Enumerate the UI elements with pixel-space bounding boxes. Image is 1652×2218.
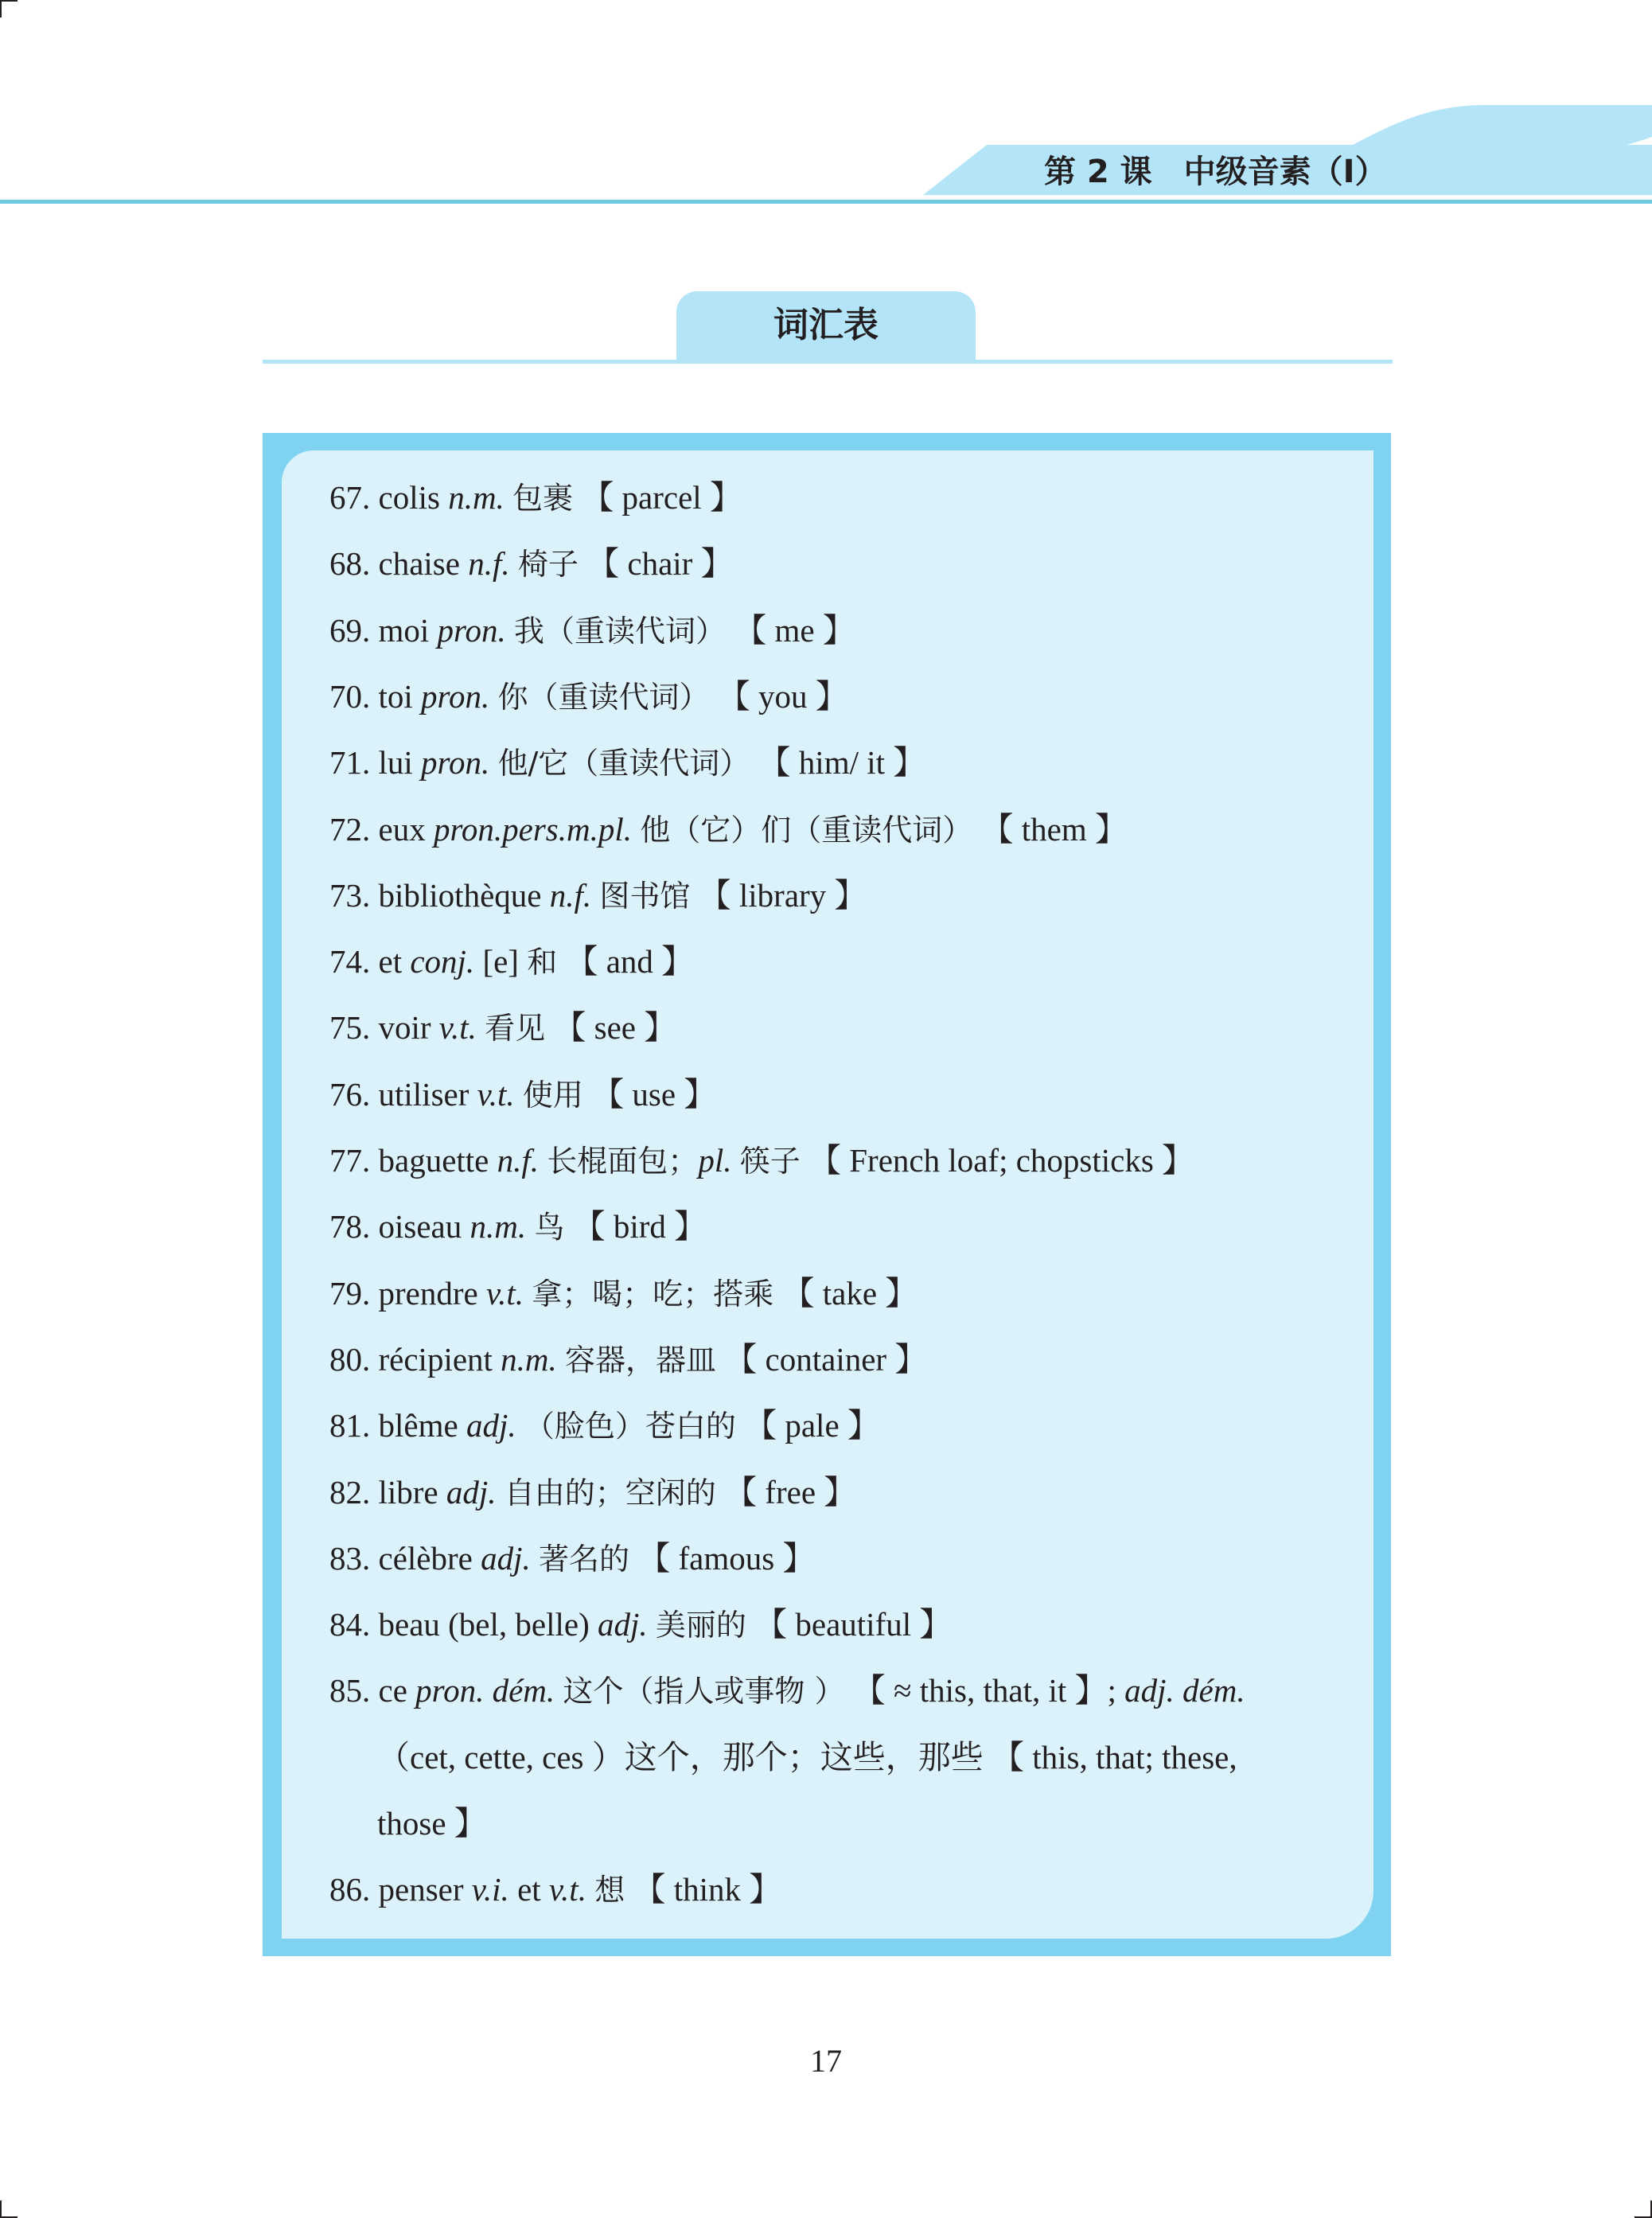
vocabulary-panel xyxy=(263,433,1391,1956)
vocab-entry xyxy=(329,1526,1396,1592)
vocab-entry xyxy=(329,1261,1396,1327)
entry-part-of-speech: adj. xyxy=(466,1407,516,1444)
entry-word: blême xyxy=(378,1407,458,1444)
entry-number: 72. xyxy=(329,810,379,848)
entry-meaning-2: 筷子 xyxy=(739,1144,801,1179)
entry-english: 【 free 】 xyxy=(724,1473,857,1511)
entry-part-of-speech: n.f. xyxy=(468,545,510,583)
vocab-entry xyxy=(329,1393,1396,1460)
entry-number: 83. xyxy=(329,1539,379,1577)
entry-meaning: 使用 xyxy=(522,1077,583,1113)
vocab-entry xyxy=(329,465,1396,532)
vocabulary-panel-inner xyxy=(282,450,1373,1939)
entry-number: 86. xyxy=(329,1871,379,1908)
entry-word: oiseau xyxy=(378,1208,462,1245)
entry-word: chaise xyxy=(378,545,460,583)
entry-english: 【 bird 】 xyxy=(572,1208,707,1245)
entry-part-of-speech: conj. xyxy=(410,943,475,980)
entry-word: ce xyxy=(378,1672,407,1709)
vocab-entry xyxy=(329,995,1396,1062)
entry-meaning: 和 xyxy=(527,945,558,980)
entry-part-of-speech: adj. xyxy=(481,1539,531,1577)
entry-number: 69. xyxy=(329,611,379,649)
vocab-entry xyxy=(329,1460,1396,1526)
vocab-entry xyxy=(329,1327,1396,1394)
header-rule xyxy=(0,200,1652,204)
entry-english: 【 you 】 xyxy=(717,677,848,715)
entry-word: récipient xyxy=(378,1340,493,1378)
entry-meaning: 他（它）们（重读代词） xyxy=(640,812,973,848)
entry-part-of-speech: pron.pers.m.pl. xyxy=(433,810,632,848)
entry-part-of-speech: v.t. xyxy=(485,1274,524,1312)
page-number: 17 xyxy=(810,2043,842,2079)
entry-meaning: 你（重读代词） xyxy=(497,679,710,715)
entry-number: 77. xyxy=(329,1142,379,1179)
entry-english: 【 them 】 xyxy=(980,810,1128,848)
crop-mark-bottom-left-v xyxy=(0,2200,2,2218)
entry-number: 71. xyxy=(329,744,379,782)
entry-part-of-speech-2: adj. dém. xyxy=(1124,1672,1245,1709)
entry-number: 85. xyxy=(329,1672,379,1709)
entry-part-of-speech: n.m. xyxy=(448,479,505,516)
entry-part-of-speech: pron. xyxy=(437,611,506,649)
vocab-entry xyxy=(329,1062,1396,1128)
vocab-entry xyxy=(329,598,1396,665)
entry-part-of-speech: pron. xyxy=(421,744,490,782)
vocab-entry xyxy=(329,863,1396,930)
entry-english: 【 parcel 】 xyxy=(581,479,742,516)
vocab-entry-continuation: those 】 xyxy=(377,1805,487,1842)
vocab-entry xyxy=(329,1658,1396,1725)
entry-word: toi xyxy=(378,677,413,715)
entry-meaning: （脸色）苍白的 xyxy=(524,1409,736,1444)
entry-part-of-speech-2: v.t. xyxy=(548,1871,586,1908)
entry-word: prendre xyxy=(378,1274,478,1312)
entry-number: 82. xyxy=(329,1473,379,1511)
entry-number: 74. xyxy=(329,943,379,980)
entry-english: 【 me 】 xyxy=(734,611,855,649)
entry-part-of-speech: adj. xyxy=(446,1473,497,1511)
entry-english: 【 container 】 xyxy=(724,1340,928,1378)
entry-english: 【 think 】 xyxy=(633,1871,782,1908)
entry-meaning: 我（重读代词） xyxy=(513,613,726,649)
entry-part-of-speech: pron. xyxy=(421,677,490,715)
vocab-entry xyxy=(329,1857,1396,1924)
header-banner xyxy=(0,0,1652,207)
entry-word: eux xyxy=(378,810,426,848)
entry-word: célèbre xyxy=(378,1539,473,1577)
entry-english: 【 ≈ this, that, it 】; xyxy=(852,1672,1116,1709)
entry-number: 70. xyxy=(329,677,379,715)
entry-english: 【 see 】 xyxy=(553,1009,677,1047)
entry-word: voir xyxy=(378,1009,431,1047)
vocab-entry xyxy=(329,1128,1396,1195)
entry-part-of-speech: pron. dém. xyxy=(415,1672,555,1709)
entry-part-of-speech: n.f. xyxy=(549,876,592,914)
entry-word: lui xyxy=(378,744,413,782)
vocab-entry xyxy=(329,730,1396,797)
entry-part-of-speech: adj. xyxy=(597,1606,648,1643)
entry-meaning: 看见 xyxy=(485,1011,546,1047)
entry-part-of-speech: n.m. xyxy=(501,1340,557,1378)
section-rule xyxy=(263,360,1393,364)
entry-word: colis xyxy=(378,479,440,516)
vocab-entry xyxy=(329,1194,1396,1261)
entry-number: 68. xyxy=(329,545,379,583)
vocab-entry xyxy=(329,531,1396,598)
entry-meaning: 著名的 xyxy=(539,1541,630,1577)
chapter-title: 第 2 课 中级音素（I） xyxy=(1044,154,1387,190)
entry-english: 【 French loaf; chopsticks 】 xyxy=(808,1142,1195,1179)
entry-meaning: 容器，器皿 xyxy=(565,1342,717,1378)
entry-word: beau (bel, belle) xyxy=(378,1606,590,1643)
entry-number: 79. xyxy=(329,1274,379,1312)
entry-word: libre xyxy=(378,1473,438,1511)
entry-number: 78. xyxy=(329,1208,379,1245)
entry-word: moi xyxy=(378,611,430,649)
entry-word: et xyxy=(378,943,403,980)
entry-english: 【 chair 】 xyxy=(586,545,734,583)
entry-word: penser xyxy=(378,1871,464,1908)
entry-number: 73. xyxy=(329,876,379,914)
vocab-entry-continuation: （cet, cette, ces ）这个，那个；这些，那些 【 this, that; these, xyxy=(377,1738,1237,1776)
entry-meaning: 长棍面包； xyxy=(547,1144,699,1179)
vocab-entry xyxy=(329,664,1396,731)
vocab-entry xyxy=(329,929,1396,996)
entry-meaning: 这个（指人或事物 ） xyxy=(563,1674,845,1709)
entry-meaning: 自由的；空闲的 xyxy=(504,1475,716,1511)
entry-number: 81. xyxy=(329,1407,379,1444)
entry-english: 【 beautiful 】 xyxy=(754,1606,953,1643)
entry-number: 67. xyxy=(329,479,379,516)
entry-meaning: 他/它（重读代词） xyxy=(497,746,750,782)
entry-part-of-speech: n.f. xyxy=(497,1142,540,1179)
entry-word: utiliser xyxy=(378,1075,469,1113)
vocab-entry xyxy=(329,797,1396,863)
entry-english: 【 him/ it 】 xyxy=(758,744,926,782)
entry-extra: et xyxy=(517,1871,541,1908)
entry-word: bibliothèque xyxy=(378,876,542,914)
entry-meaning: 鸟 xyxy=(534,1210,565,1245)
vocab-entry xyxy=(329,1592,1396,1659)
entry-english: 【 take 】 xyxy=(781,1274,918,1312)
entry-english: 【 pale 】 xyxy=(744,1407,880,1444)
entry-english: 【 famous 】 xyxy=(637,1539,816,1577)
entry-meaning: 包裹 xyxy=(512,481,574,516)
entry-meaning: 想 xyxy=(594,1873,625,1908)
entry-number: 76. xyxy=(329,1075,379,1113)
entry-meaning: 美丽的 xyxy=(655,1608,746,1643)
entry-extra: [e] xyxy=(482,943,519,980)
entry-english: 【 and 】 xyxy=(565,943,695,980)
entry-meaning: 椅子 xyxy=(517,547,579,583)
entry-number: 75. xyxy=(329,1009,379,1047)
entry-part-of-speech: v.i. xyxy=(471,1871,509,1908)
entry-part-of-speech: v.t. xyxy=(477,1075,515,1113)
entry-number: 80. xyxy=(329,1340,379,1378)
entry-meaning: 拿；喝；吃；搭乘 xyxy=(532,1276,774,1312)
entry-meaning: 图书馆 xyxy=(599,878,691,914)
entry-part-of-speech: n.m. xyxy=(469,1208,527,1245)
entry-english: 【 library 】 xyxy=(698,876,867,914)
entry-english: 【 use 】 xyxy=(591,1075,717,1113)
entry-part-of-speech: v.t. xyxy=(438,1009,477,1047)
entry-part-of-speech-2: pl. xyxy=(698,1142,732,1179)
section-title: 词汇表 xyxy=(676,291,976,361)
entry-word: baguette xyxy=(378,1142,489,1179)
entry-number: 84. xyxy=(329,1606,379,1643)
